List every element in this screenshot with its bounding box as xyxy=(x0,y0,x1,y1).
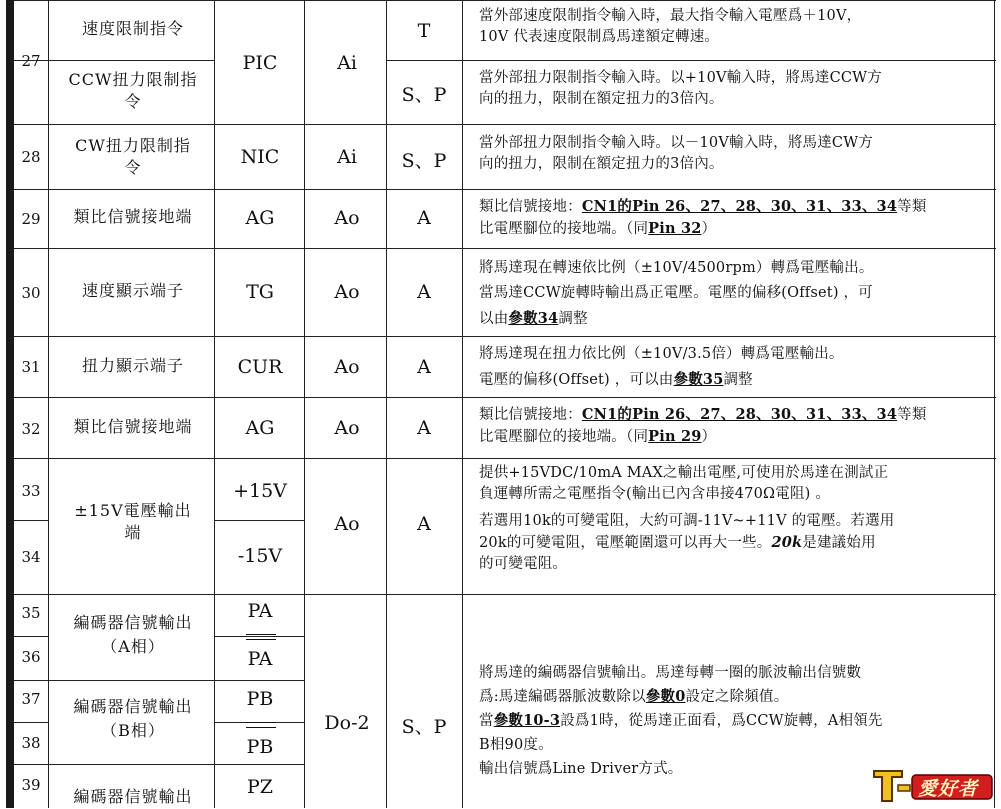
signal-mode: S、P xyxy=(401,716,447,738)
pin-number: 38 xyxy=(21,734,41,752)
signal-code: AG xyxy=(245,207,275,229)
sub-divider xyxy=(14,764,304,765)
signal-mode: A xyxy=(417,281,431,303)
pin-number: 32 xyxy=(21,420,41,438)
pin-number: 36 xyxy=(21,648,41,666)
signal-io: Do-2 xyxy=(324,712,370,734)
description: 類比信號接地：CN1的Pin 26、27、28、30、31、33、34等類 比電壓腳位的接地端。（同Pin 32） xyxy=(479,198,927,237)
pin-number: 34 xyxy=(21,548,41,566)
overbar-icon xyxy=(246,722,276,728)
signal-mode: S、P xyxy=(401,84,447,106)
signal-name: 類比信號接地端 xyxy=(73,207,193,226)
pin-number: 39 xyxy=(21,776,41,794)
row-divider xyxy=(14,0,996,1)
sub-divider xyxy=(214,520,304,521)
pin-number: 35 xyxy=(21,604,41,622)
signal-code: PB xyxy=(246,688,274,710)
description: 當外部速度限制指令輸入時，最大指令輸入電壓爲＋10V， 10V 代表速度限制爲馬達額定轉速。 xyxy=(479,8,862,45)
description: 提供+15VDC/10mA MAX之輸出電壓,可使用於馬達在測試正 負運轉所需之電壓指令(輸出已內含串接470Ω電阻) 。 若選用10k的可變電阻，大約可調-11V~+11V 的電壓。若選用 20k的可變電阻，電壓範圍還可以再大一些。20k是建議始用 的可變電阻。 xyxy=(479,465,895,572)
description: 將馬達現在扭力依比例（±10V/3.5倍）轉爲電壓輸出。 電壓的偏移(Offset) ，可以由參數35調整 xyxy=(479,346,844,388)
sub-divider xyxy=(14,520,48,521)
signal-mode: A xyxy=(417,207,431,229)
pin-number: 37 xyxy=(21,690,41,708)
signal-code: NIC xyxy=(240,146,280,168)
signal-name: （B相） xyxy=(101,721,165,740)
row-divider xyxy=(14,397,996,398)
signal-name: （A相） xyxy=(101,637,165,656)
signal-code: AG xyxy=(245,417,275,439)
description: 類比信號接地：CN1的Pin 26、27、28、30、31、33、34等類 比電壓腳位的接地端。（同Pin 29） xyxy=(479,406,927,445)
signal-name: 扭力顯示端子 xyxy=(81,356,184,375)
row-divider xyxy=(14,189,996,190)
signal-mode: S、P xyxy=(401,150,447,172)
sub-divider xyxy=(14,680,304,681)
signal-name: 端 xyxy=(124,523,142,542)
signal-name: 編碼器信號輸出 xyxy=(73,613,193,632)
signal-name: 類比信號接地端 xyxy=(73,417,193,436)
col-divider xyxy=(304,0,305,808)
signal-name: 速度限制指令 xyxy=(81,19,184,38)
pin-number: 31 xyxy=(21,358,41,376)
col-divider xyxy=(386,0,387,808)
signal-io: Ao xyxy=(334,513,360,535)
signal-code: PIC xyxy=(242,52,278,74)
row-divider xyxy=(14,336,996,337)
overbar-icon xyxy=(246,634,276,640)
signal-name: 令 xyxy=(124,92,142,111)
col-divider xyxy=(214,0,215,808)
signal-mode: A xyxy=(417,417,431,439)
signal-code: PA xyxy=(247,648,273,670)
row-divider xyxy=(14,248,996,249)
sub-divider xyxy=(14,722,48,723)
signal-name: 編碼器信號輸出 xyxy=(73,787,193,806)
signal-io: Ao xyxy=(334,207,360,229)
signal-io: Ai xyxy=(337,146,357,168)
signal-name: 編碼器信號輸出 xyxy=(73,697,193,716)
signal-code: PZ xyxy=(247,776,273,798)
pin-number: 29 xyxy=(21,210,41,228)
signal-code: -15V xyxy=(237,545,283,567)
pin-number: 30 xyxy=(21,284,41,302)
row-divider xyxy=(14,458,996,459)
sub-divider xyxy=(386,60,996,61)
watermark-logo xyxy=(868,765,996,805)
pin-number: 33 xyxy=(21,482,41,500)
row-divider xyxy=(14,594,996,595)
watermark-text: 愛好者 xyxy=(918,778,979,800)
table-left-border xyxy=(6,0,14,808)
pin-number: 28 xyxy=(21,148,41,166)
description: 當外部扭力限制指令輸入時。以+10V輸入時，將馬達CCW方 向的扭力，限制在額定扭力的3倍內。 xyxy=(479,70,882,107)
pin-table xyxy=(6,0,996,808)
signal-name: CW扭力限制指 xyxy=(75,136,191,155)
sub-divider xyxy=(14,636,48,637)
signal-code: CUR xyxy=(237,356,283,378)
signal-name: CCW扭力限制指 xyxy=(68,70,198,89)
pin-number: 27 xyxy=(21,52,41,70)
signal-code: TG xyxy=(246,281,274,303)
signal-code: +15V xyxy=(233,480,287,502)
row-divider xyxy=(14,124,996,125)
signal-name: 速度顯示端子 xyxy=(81,281,184,300)
signal-io: Ao xyxy=(334,281,360,303)
signal-code: PA xyxy=(247,600,273,622)
signal-name: 令 xyxy=(124,158,142,177)
col-divider xyxy=(994,0,995,808)
col-divider xyxy=(48,0,49,808)
signal-name: ±15V電壓輸出 xyxy=(74,501,192,520)
signal-io: Ao xyxy=(334,356,360,378)
signal-code: PB xyxy=(246,736,274,758)
signal-io: Ao xyxy=(334,417,360,439)
signal-mode: A xyxy=(417,513,431,535)
signal-mode: T xyxy=(417,20,431,42)
description: 當外部扭力限制指令輸入時。以－10V輸入時，將馬達CW方 向的扭力，限制在額定扭力的3倍內。 xyxy=(479,135,874,172)
signal-mode: A xyxy=(417,356,431,378)
description: 將馬達現在轉速依比例（±10V/4500rpm）轉爲電壓輸出。 當馬達CCW旋轉時輸出爲正電壓。電壓的偏移(Offset) ，可 以由參數34調整 xyxy=(479,260,874,327)
signal-io: Ai xyxy=(337,52,357,74)
col-divider xyxy=(462,0,463,808)
description: 將馬達的編碼器信號輸出。馬達每轉一圈的脈波輸出信號數 爲:馬達編碼器脈波數除以參數0設定之除頻值。 當參數10-3設爲1時，從馬達正面看，爲CCW旋轉，A相領先 B相90度。 輸出信號爲Line Driver方式。 xyxy=(479,665,883,777)
